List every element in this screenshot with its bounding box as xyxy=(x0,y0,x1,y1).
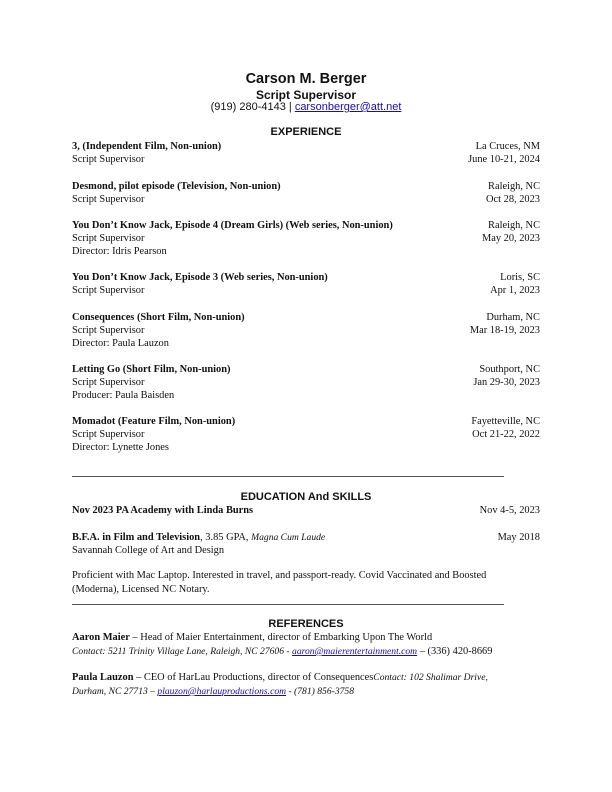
section-divider xyxy=(72,604,504,605)
job-project: Momadot (Feature Film, Non-union) xyxy=(72,416,236,427)
candidate-title: Script Supervisor xyxy=(255,88,357,102)
job-entry xyxy=(72,219,540,258)
reference-contact: Contact: 5211 Trinity Village Lane, Raleigh, NC 27606 - xyxy=(72,646,293,657)
job-role: Script Supervisor xyxy=(72,377,145,388)
job-credit: Director: Lynette Jones xyxy=(72,442,169,453)
job-entry xyxy=(72,363,540,402)
reference-entry xyxy=(72,631,542,659)
section-divider xyxy=(72,476,504,477)
job-credit: Director: Idris Pearson xyxy=(72,246,167,257)
job-dates: Oct 28, 2023 xyxy=(486,194,540,205)
job-role: Script Supervisor xyxy=(72,194,145,205)
references-heading: REFERENCES xyxy=(268,618,344,630)
reference-phone: – (336) 420-8669 xyxy=(417,646,493,657)
experience-heading: EXPERIENCE xyxy=(270,126,342,138)
job-entry xyxy=(72,311,540,350)
reference-name: Paula Lauzon xyxy=(72,672,134,683)
reference-email-link[interactable]: aaron@maierentertainment.com xyxy=(292,646,418,657)
job-location: Fayetteville, NC xyxy=(471,416,540,427)
candidate-name: Carson M. Berger xyxy=(245,71,367,87)
degree-entry xyxy=(72,531,540,557)
job-project: Consequences (Short Film, Non-union) xyxy=(72,312,245,323)
job-dates: Jan 29-30, 2023 xyxy=(473,377,540,388)
job-role: Script Supervisor xyxy=(72,285,145,296)
reference-description: – Head of Maier Entertainment, director of Embarking Upon The World xyxy=(129,632,433,643)
email-link[interactable]: carsonberger@att.net xyxy=(294,101,402,113)
job-dates: Apr 1, 2023 xyxy=(490,285,540,296)
degree-honors: Magna Cum Laude xyxy=(251,532,326,543)
job-entry xyxy=(72,140,540,166)
job-role: Script Supervisor xyxy=(72,325,145,336)
degree-title: B.F.A. in Film and Television xyxy=(72,532,201,543)
reference-phone: - (781) 856-3758 xyxy=(286,686,355,697)
training-dates: Nov 4-5, 2023 xyxy=(479,505,540,516)
training-entry xyxy=(72,504,540,517)
reference-email-link[interactable]: plauzon@harlauproductions.com xyxy=(157,686,287,697)
degree-gpa: , 3.85 GPA, xyxy=(200,532,252,543)
education-heading: EDUCATION And SKILLS xyxy=(240,491,372,503)
job-credit: Producer: Paula Baisden xyxy=(72,390,175,401)
skills-paragraph xyxy=(72,569,540,597)
job-entry xyxy=(72,180,540,206)
reference-contact: Contact: 102 Shalimar Drive, xyxy=(373,672,488,683)
job-location: Raleigh, NC xyxy=(488,220,540,231)
phone-number: (919) 280-4143 | xyxy=(210,101,292,113)
skills-line: (Moderna), Licensed NC Notary. xyxy=(72,584,210,595)
job-dates: May 20, 2023 xyxy=(481,233,540,244)
job-dates: Oct 21-22, 2022 xyxy=(472,429,540,440)
contact-line xyxy=(0,101,612,113)
job-project: Desmond, pilot episode (Television, Non-union) xyxy=(72,181,281,192)
job-entry xyxy=(72,415,540,454)
reference-description: – CEO of HarLau Productions, director of Consequences xyxy=(133,672,374,683)
job-location: La Cruces, NM xyxy=(475,141,540,152)
job-entry xyxy=(72,271,540,297)
job-project: Letting Go (Short Film, Non-union) xyxy=(72,364,231,375)
reference-entry xyxy=(72,671,542,699)
reference-contact: Durham, NC 27713 – xyxy=(72,686,158,697)
job-role: Script Supervisor xyxy=(72,154,145,165)
reference-name: Aaron Maier xyxy=(72,632,130,643)
job-project: You Don’t Know Jack, Episode 3 (Web series, Non-union) xyxy=(72,272,328,283)
job-location: Raleigh, NC xyxy=(488,181,540,192)
job-dates: Mar 18-19, 2023 xyxy=(469,325,540,336)
job-dates: June 10-21, 2024 xyxy=(468,154,540,165)
job-role: Script Supervisor xyxy=(72,233,145,244)
degree-school: Savannah College of Art and Design xyxy=(72,545,225,556)
job-project: You Don’t Know Jack, Episode 4 (Dream Girls) (Web series, Non-union) xyxy=(72,220,393,231)
job-project: 3, (Independent Film, Non-union) xyxy=(72,141,222,152)
skills-line: Proficient with Mac Laptop. Interested in travel, and passport-ready. Covid Vaccinated and Boosted xyxy=(72,570,487,581)
degree-date: May 2018 xyxy=(497,532,540,543)
job-location: Durham, NC xyxy=(486,312,540,323)
job-role: Script Supervisor xyxy=(72,429,145,440)
training-title: Nov 2023 PA Academy with Linda Burns xyxy=(72,505,254,516)
job-location: Loris, SC xyxy=(500,272,540,283)
job-location: Southport, NC xyxy=(479,364,540,375)
job-credit: Director: Paula Lauzon xyxy=(72,338,169,349)
